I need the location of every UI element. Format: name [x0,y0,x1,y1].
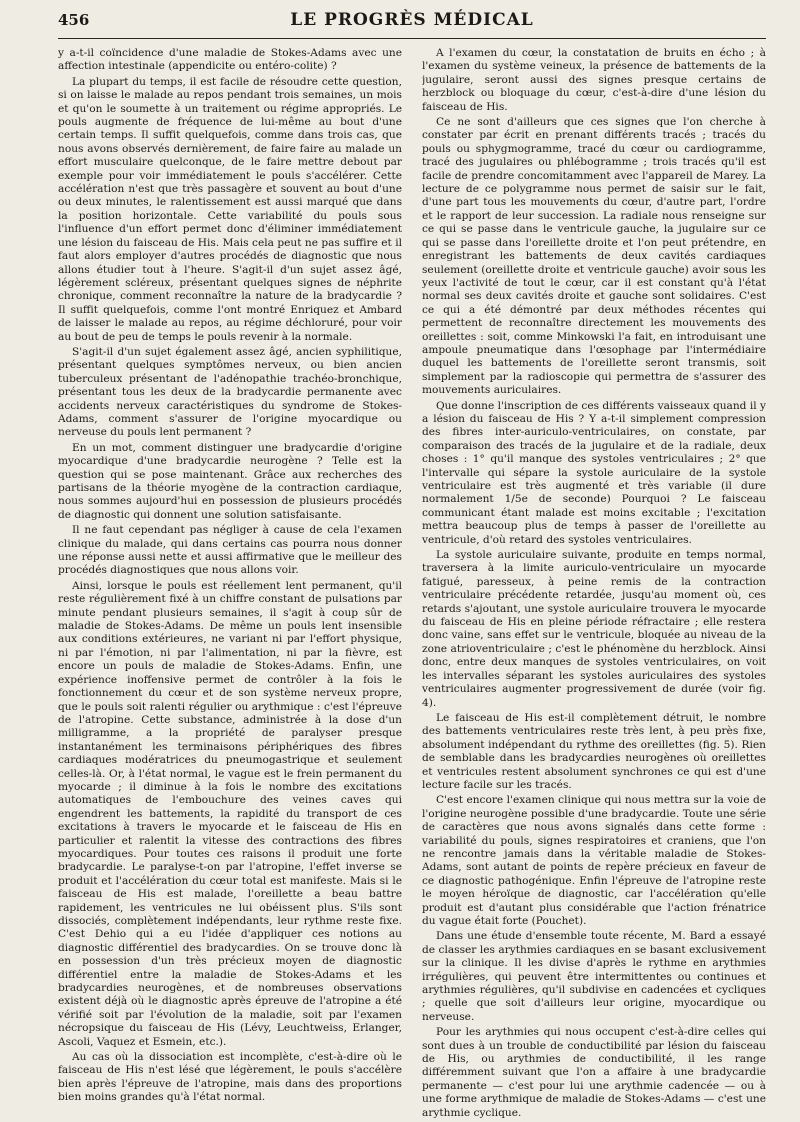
paragraph: Le faisceau de His est-il complètement détruit, le nombre des battements ventriculaires reste très lent, à peu près fixe, absolument indépendant du rythme des oreillettes (fig. 5). Rien de semblable dans les bradycardies neurogènes où oreillettes et ventricules restent absolument synchrones ce qui est d'une lecture facile sur les tracés. [422,711,766,791]
paragraph: y a-t-il coïncidence d'une maladie de Stokes-Adams avec une affection intestinale (appendicite ou entéro-colite) ? [58,47,402,73]
page-header [58,10,766,39]
right-column [422,47,766,1122]
paragraph: A l'examen du cœur, la constatation de bruits en écho ; à l'examen du système veineux, la présence de battements de la jugulaire, seront aussi des signes presque certains de herzblock ou bloquage du cœur, c'est-à-dire d'une lésion du faisceau de His. [422,47,766,113]
paragraph: Il ne faut cependant pas négliger à cause de cela l'examen clinique du malade, qui dans certains cas pourra nous donner une réponse aussi nette et aussi affirmative que le meilleur des procédés diagnostiques que nous allons voir. [58,524,402,577]
paragraph: Au cas où la dissociation est incomplète, c'est-à-dire où le faisceau de His n'est lésé que légèrement, le pouls s'accélère bien après l'épreuve de l'atropine, mais dans des proportions bien moins grandes qu'à l'état normal. [58,1051,402,1104]
paragraph: En un mot, comment distinguer une bradycardie d'origine myocardique d'une bradycardie neurogène ? Telle est la question qui se pose maintenant. Grâce aux recherches des partisans de la théorie myogène de la contraction cardiaque, nous sommes aujourd'hui en possession de plusieurs procédés de diagnostic qui donnent une solution satisfaisante. [58,441,402,521]
paragraph: C'est encore l'examen clinique qui nous mettra sur la voie de l'origine neurogène possible d'une bradycardie. Toute une série de caractères que nous avons signalés dans cette forme : variabilité du pouls, signes respiratoires et craniens, que l'on ne rencontre jamais dans la véritable maladie de Stokes-Adams, sont autant de points de repère précieux en faveur de ce diagnostic pathogénique. Enfin l'épreuve de l'atropine reste le moyen héroïque de diagnostic, car l'accélération qu'elle produit est d'autant plus considérable que l'action frénatrice du vague était forte (Pouchet). [422,794,766,927]
paragraph: Que donne l'inscription de ces différents vaisseaux quand il y a lésion du faisceau de His ? Y a-t-il simplement compression des fibres inter-auriculo-ventriculaires, on constate, par comparaison des tracés de la jugulaire et de la radiale, deux choses : 1° qu'il manque des systoles ventriculaires ; 2° que l'intervalle qui sépare la systole auriculaire de la systole ventriculaire est très augmenté et très variable (il dure normalement 1/5e de seconde) Pourquoi ? Le faisceau communicant étant malade est moins excitable ; l'excitation mettra beaucoup plus de temps à passer de l'oreillette au ventricule, d'où retard des systoles ventriculaires. [422,399,766,546]
paragraph: Ainsi, lorsque le pouls est réellement lent permanent, qu'il reste régulièrement fixé à un chiffre constant de pulsations par minute pendant plusieurs semaines, il s'agit à coup sûr de maladie de Stokes-Adams. De même un pouls lent insensible aux conditions extérieures, ne variant ni par l'effort physique, ni par l'émotion, ni par l'alimentation, ni par la fièvre, est encore un pouls de maladie de Stokes-Adams. Enfin, une expérience inoffensive permet de contrôler à la fois le fonctionnement du cœur et de son système nerveux propre, que le pouls soit ralenti régulier ou arythmique : c'est l'épreuve de l'atropine. Cette substance, administrée à la dose d'un milligramme, a la propriété de paralyser presque instantanément les terminaisons périphériques des fibres cardiaques modératrices du pneumogastrique et seulement celles-là. Or, à l'état normal, le vague est le frein permanent du myocarde ; il diminue à la fois le nombre des excitations automatiques de l'embouchure des veines caves qui engendrent les battements, la rapidité du transport de ces excitations à travers le myocarde et le faisceau de His en particulier et ralentit la vitesse des contractions des fibres myocardiques. Pour toutes ces raisons il produit une forte bradycardie. Le paralyse-t-on par l'atropine, l'effet inverse se produit et l'accélération du cœur total est manifeste. Mais si le faisceau de His est malade, l'oreillette a beau battre rapidement, les ventricules ne lui obéissent plus. S'ils sont dissociés, complètement indépendants, leur rythme reste fixe. C'est Dehio qui a eu l'idée d'appliquer ces notions au diagnostic différentiel des bradycardies. On se trouve donc là en possession d'un très précieux moyen de diagnostic différentiel entre la maladie de Stokes-Adams et les bradycardies neurogènes, et de nombreuses observations existent déjà où le diagnostic après épreuve de l'atropine a été vérifié soit par l'évolution de la maladie, soit par l'examen nécropsique du faisceau de His (Lévy, Leuchtweiss, Erlanger, Ascoli, Vaquez et Esmein, etc.). [58,579,402,1048]
paragraph: La plupart du temps, il est facile de résoudre cette question, si on laisse le malade au repos pendant trois semaines, un mois et qu'on le soumette à un traitement ou régime appropriés. Le pouls augmente de fréquence de lui-même au bout d'une certain temps. Il suffit quelquefois, comme dans trois cas, que nous avons observés dernièrement, de faire faire au malade un effort musculaire quelconque, de le faire mettre debout par exemple pour voir immédiatement le pouls s'accélérer. Cette accélération n'est que très passagère et souvent au bout d'une ou deux minutes, le ralentissement est aussi marqué que dans la position horizontale. Cette variabilité du pouls sous l'influence d'un effort permet donc d'éliminer immédiatement une lésion du faisceau de His. Mais cela peut ne pas suffire et il faut alors employer d'autres procédés de diagnostic que nous allons étudier tout à l'heure. S'agit-il d'un sujet assez âgé, légèrement scléreux, présentant quelques signes de néphrite chronique, comment reconnaître la nature de la bradycardie ? Il suffit quelquefois, comme l'ont montré Enriquez et Ambard de laisser le malade au repos, au régime déchloruré, pour voir au bout de peu de temps le pouls revenir à la normale. [58,75,402,343]
page-number: 456 [58,11,90,29]
paragraph: S'agit-il d'un sujet également assez âgé, ancien syphilitique, présentant quelques symptômes nerveux, ou bien ancien tuberculeux présentant de l'adénopathie trachéo-bronchique, présentant tous les deux de la bradycardie permanente avec accidents nerveux caractéristiques du syndrome de Stokes-Adams, comment s'assurer de l'origine myocardique ou nerveuse du pouls lent permanent ? [58,345,402,439]
paragraph: Ce ne sont d'ailleurs que ces signes que l'on cherche à constater par écrit en prenant différents tracés ; tracés du pouls ou sphygmogramme, tracé du cœur ou cardiogramme, tracé des jugulaires ou phlébogramme ; trois tracés qu'il est facile de prendre concomitamment avec l'appareil de Marey. La lecture de ce polygramme nous permet de saisir sur le fait, d'une part tous les mouvements du cœur, d'autre part, l'ordre et le rapport de leur succession. La radiale nous renseigne sur ce qui se passe dans le ventricule gauche, la jugulaire sur ce qui se passe dans l'oreillette droite et l'on peut prétendre, en enregistrant les battements de deux cavités cardiaques seulement (oreillette droite et ventricule gauche) avoir sous les yeux l'activité de tout le cœur, car il est constant qu'à l'état normal ses deux cavités droite et gauche sont solidaires. C'est ce qui a été démontré par deux méthodes récentes qui permettent de reconnaître directement les mouvements des oreillettes : soit, comme Minkowski l'a fait, en introduisant une ampoule pneumatique dans l'œsophage par l'intermédiaire duquel les battements de l'oreillette seront transmis, soit simplement par la radioscopie qui permettra de s'assurer des mouvements auriculaires. [422,116,766,397]
paragraph: Dans une étude d'ensemble toute récente, M. Bard a essayé de classer les arythmies cardiaques en se basant exclusivement sur la clinique. Il les divise d'après le rythme en arythmies irrégulières, qui peuvent être intermittentes ou continues et arythmies régulières, qu'il subdivise en cadencées et cycliques ; quelle que soit d'ailleurs leur origine, myocardique ou nerveuse. [422,930,766,1023]
left-column [58,47,402,1122]
paragraph: La systole auriculaire suivante, produite en temps normal, traversera à la limite auriculo-ventriculaire un myocarde fatigué, paresseux, à peine remis de la contraction ventriculaire précédente retardée, jusqu'au moment où, ces retards s'ajoutant, une systole auriculaire trouvera le myocarde du faisceau de His en pleine période réfractaire ; elle restera donc vaine, sans effet sur le ventricule, bloquée au niveau de la zone atrioventriculaire ; c'est le phénomène du herzblock. Ainsi donc, entre deux manques de systoles ventriculaires, on voit les intervalles séparant les systoles auriculaires des systoles ventriculaires augmenter progressivement de durée (voir fig. 4). [422,549,766,709]
journal-title: LE PROGRÈS MÉDICAL [290,10,534,30]
text-columns [58,47,766,1122]
paragraph: Pour les arythmies qui nous occupent c'est-à-dire celles qui sont dues à un trouble de conductibilité par lésion du faisceau de His, ou arythmies de conductibilité, il les range différemment suivant que l'on a affaire à une bradycardie permanente — c'est pour lui une arythmie cadencée — ou à une forme arythmique de maladie de Stokes-Adams — c'est une arythmie cyclique. [422,1026,766,1119]
